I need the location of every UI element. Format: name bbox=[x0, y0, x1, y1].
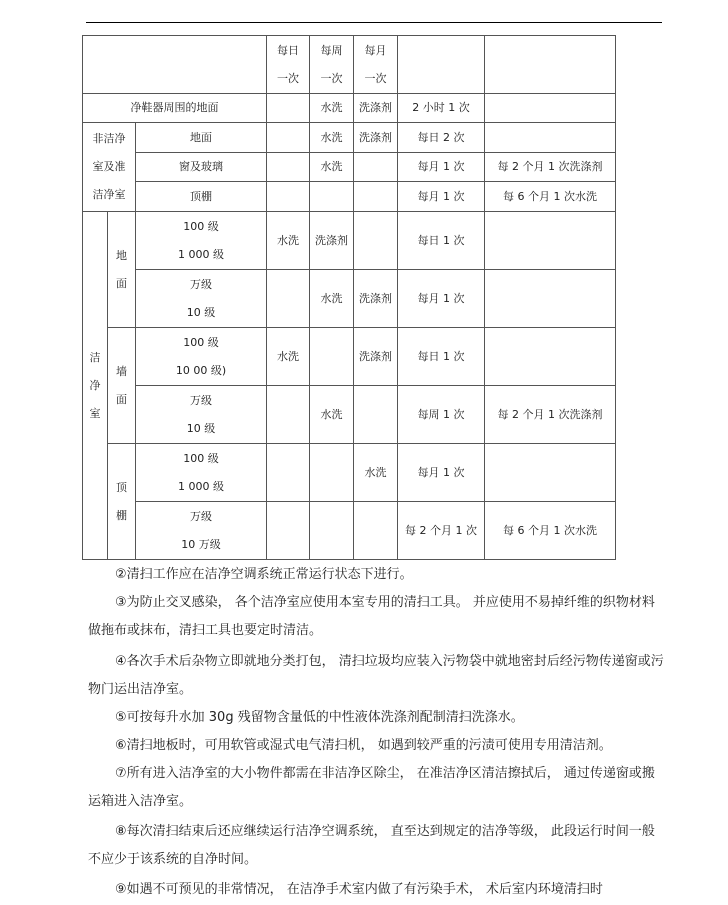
cell-weekly: 水洗 bbox=[310, 153, 354, 182]
grade-cell: 万级 10 级 bbox=[136, 386, 267, 444]
group-label-nonclean: 非洁净 室及准 洁净室 bbox=[83, 123, 136, 212]
cell-weekly: 洗涤剂 bbox=[310, 212, 354, 270]
subgroup-label-floor: 地 面 bbox=[108, 212, 136, 328]
row-label: 顶棚 bbox=[136, 182, 267, 212]
grade-cell: 万级 10 万级 bbox=[136, 502, 267, 560]
cleaning-schedule-table bbox=[82, 35, 616, 560]
row-label: 净鞋器周围的地面 bbox=[83, 94, 267, 123]
cell-monthly: 洗涤剂 bbox=[354, 270, 398, 328]
row-label: 地面 bbox=[136, 123, 267, 153]
cell-weekly: 水洗 bbox=[310, 270, 354, 328]
header-extra2 bbox=[485, 36, 616, 94]
grade-cell: 万级 10 级 bbox=[136, 270, 267, 328]
cell-monthly: 洗涤剂 bbox=[354, 328, 398, 386]
cell-extra2: 每 6 个月 1 次水洗 bbox=[485, 182, 616, 212]
row-label: 窗及玻璃 bbox=[136, 153, 267, 182]
cell-daily bbox=[267, 94, 310, 123]
cell-extra2 bbox=[485, 444, 616, 502]
cell-daily bbox=[267, 444, 310, 502]
table-row bbox=[83, 182, 616, 212]
cell-extra1: 每日 1 次 bbox=[398, 212, 485, 270]
cell-monthly: 水洗 bbox=[354, 444, 398, 502]
paragraph-5: ⑤可按每升水加 30g 残留物含量低的中性液体洗涤剂配制清扫洗涤水。 bbox=[115, 710, 524, 725]
cell-weekly bbox=[310, 444, 354, 502]
paragraph-8: ⑧每次清扫结束后还应继续运行洁净空调系统， 直至达到规定的洁净等级， 此段运行时间一般不应少于该系统的自净时间。 bbox=[88, 824, 655, 867]
cell-weekly: 水洗 bbox=[310, 123, 354, 153]
table-row bbox=[83, 94, 616, 123]
cell-monthly bbox=[354, 212, 398, 270]
cell-extra2: 每 2 个月 1 次洗涤剂 bbox=[485, 153, 616, 182]
cell-daily bbox=[267, 153, 310, 182]
cell-monthly bbox=[354, 502, 398, 560]
cell-extra2 bbox=[485, 123, 616, 153]
header-daily: 每日 一次 bbox=[267, 36, 310, 94]
table-row bbox=[83, 153, 616, 182]
cell-extra2 bbox=[485, 94, 616, 123]
cell-monthly: 洗涤剂 bbox=[354, 123, 398, 153]
cell-daily bbox=[267, 386, 310, 444]
header-extra1 bbox=[398, 36, 485, 94]
paragraph-2: ②清扫工作应在洁净空调系统正常运行状态下进行。 bbox=[115, 567, 413, 582]
table-row bbox=[83, 386, 616, 444]
cell-extra2 bbox=[485, 212, 616, 270]
table-row bbox=[83, 270, 616, 328]
cell-extra1: 每 2 个月 1 次 bbox=[398, 502, 485, 560]
subgroup-label-ceiling: 顶 棚 bbox=[108, 444, 136, 560]
header-weekly: 每周 一次 bbox=[310, 36, 354, 94]
table-row bbox=[83, 502, 616, 560]
table-row bbox=[83, 123, 616, 153]
cell-extra1: 每月 1 次 bbox=[398, 270, 485, 328]
cell-extra2: 每 2 个月 1 次洗涤剂 bbox=[485, 386, 616, 444]
cell-monthly: 洗涤剂 bbox=[354, 94, 398, 123]
cell-extra1: 每日 2 次 bbox=[398, 123, 485, 153]
cell-daily bbox=[267, 123, 310, 153]
paragraph-7: ⑦所有进入洁净室的大小物件都需在非洁净区除尘， 在准洁净区清洁擦拭后， 通过传递窗或搬运箱进入洁净室。 bbox=[88, 766, 655, 809]
cell-extra2 bbox=[485, 270, 616, 328]
cell-monthly bbox=[354, 386, 398, 444]
table-row bbox=[83, 444, 616, 502]
header-blank-cell bbox=[83, 36, 267, 94]
cell-extra2 bbox=[485, 328, 616, 386]
cell-weekly bbox=[310, 328, 354, 386]
cell-daily: 水洗 bbox=[267, 328, 310, 386]
cell-extra1: 每月 1 次 bbox=[398, 153, 485, 182]
cell-extra1: 每月 1 次 bbox=[398, 444, 485, 502]
table-row bbox=[83, 328, 616, 386]
cell-daily bbox=[267, 270, 310, 328]
cell-extra1: 每周 1 次 bbox=[398, 386, 485, 444]
cell-daily: 水洗 bbox=[267, 212, 310, 270]
cell-daily bbox=[267, 502, 310, 560]
grade-cell: 100 级 10 00 级) bbox=[136, 328, 267, 386]
grade-cell: 100 级 1 000 级 bbox=[136, 444, 267, 502]
cell-daily bbox=[267, 182, 310, 212]
cell-weekly: 水洗 bbox=[310, 94, 354, 123]
cell-weekly bbox=[310, 182, 354, 212]
group-label-clean-room: 洁 净 室 bbox=[83, 212, 108, 560]
header-monthly: 每月 一次 bbox=[354, 36, 398, 94]
paragraph-3: ③为防止交叉感染， 各个洁净室应使用本室专用的清扫工具。 并应使用不易掉纤维的织物材料做拖布或抹布，清扫工具也要定时清洁。 bbox=[88, 595, 655, 638]
table-row bbox=[83, 212, 616, 270]
cell-extra2: 每 6 个月 1 次水洗 bbox=[485, 502, 616, 560]
header-rule bbox=[86, 22, 662, 23]
paragraph-9: ⑨如遇不可预见的非常情况， 在洁净手术室内做了有污染手术， 术后室内环境清扫时 bbox=[115, 882, 603, 897]
cell-extra1: 2 小时 1 次 bbox=[398, 94, 485, 123]
cell-weekly: 水洗 bbox=[310, 386, 354, 444]
cell-monthly bbox=[354, 182, 398, 212]
cell-extra1: 每月 1 次 bbox=[398, 182, 485, 212]
subgroup-label-wall: 墙 面 bbox=[108, 328, 136, 444]
cell-monthly bbox=[354, 153, 398, 182]
paragraph-6: ⑥清扫地板时，可用软管或湿式电气清扫机， 如遇到较严重的污渍可使用专用清洁剂。 bbox=[115, 738, 612, 753]
table-header-row bbox=[83, 36, 616, 94]
cell-weekly bbox=[310, 502, 354, 560]
grade-cell: 100 级 1 000 级 bbox=[136, 212, 267, 270]
cell-extra1: 每日 1 次 bbox=[398, 328, 485, 386]
paragraph-4: ④各次手术后杂物立即就地分类打包， 清扫垃圾均应装入污物袋中就地密封后经污物传递窗或污物门运出洁净室。 bbox=[88, 654, 664, 697]
